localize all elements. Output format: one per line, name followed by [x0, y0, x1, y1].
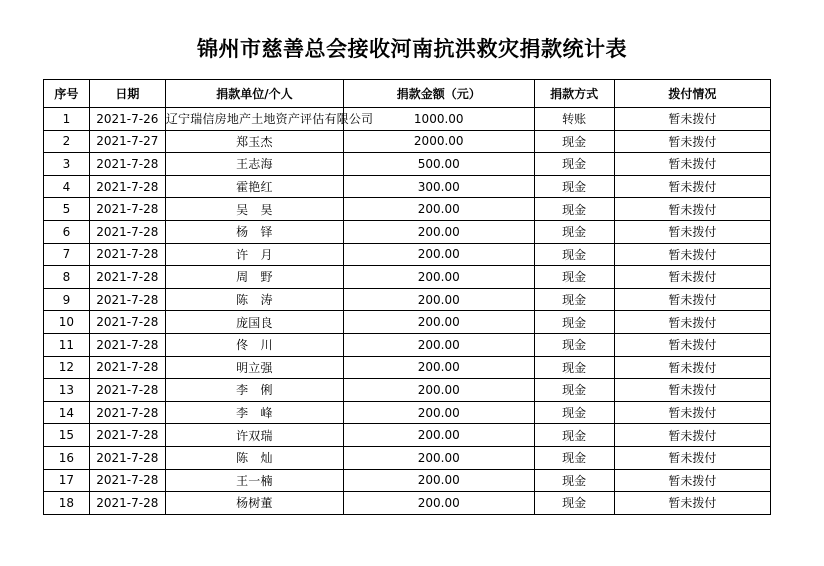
cell-amount: 200.00 — [343, 333, 534, 356]
cell-donor: 李 俐 — [165, 379, 343, 402]
donation-table — [43, 79, 771, 515]
cell-date: 2021-7-27 — [89, 130, 165, 153]
table-row — [44, 153, 771, 176]
cell-no: 14 — [44, 401, 90, 424]
cell-no: 16 — [44, 446, 90, 469]
cell-amount: 200.00 — [343, 356, 534, 379]
cell-date: 2021-7-28 — [89, 333, 165, 356]
cell-donor: 佟 川 — [165, 333, 343, 356]
cell-amount: 500.00 — [343, 153, 534, 176]
cell-status: 暂未拨付 — [614, 198, 770, 221]
cell-date: 2021-7-28 — [89, 311, 165, 334]
table-row — [44, 401, 771, 424]
cell-status: 暂未拨付 — [614, 446, 770, 469]
cell-amount: 200.00 — [343, 266, 534, 289]
cell-method: 现金 — [534, 266, 614, 289]
table-row — [44, 266, 771, 289]
cell-amount: 200.00 — [343, 311, 534, 334]
cell-donor: 许 月 — [165, 243, 343, 266]
cell-donor: 王一楠 — [165, 469, 343, 492]
cell-no: 18 — [44, 492, 90, 515]
cell-amount: 200.00 — [343, 492, 534, 515]
cell-no: 13 — [44, 379, 90, 402]
table-row — [44, 220, 771, 243]
cell-amount: 200.00 — [343, 243, 534, 266]
cell-status: 暂未拨付 — [614, 130, 770, 153]
cell-method: 现金 — [534, 469, 614, 492]
cell-date: 2021-7-28 — [89, 401, 165, 424]
cell-amount: 200.00 — [343, 288, 534, 311]
cell-no: 15 — [44, 424, 90, 447]
cell-donor: 陈 灿 — [165, 446, 343, 469]
cell-date: 2021-7-28 — [89, 243, 165, 266]
cell-amount: 200.00 — [343, 401, 534, 424]
page-title: 锦州市慈善总会接收河南抗洪救灾捐款统计表 — [197, 37, 627, 61]
cell-method: 现金 — [534, 492, 614, 515]
cell-donor: 陈 涛 — [165, 288, 343, 311]
cell-no: 2 — [44, 130, 90, 153]
cell-status: 暂未拨付 — [614, 311, 770, 334]
cell-date: 2021-7-28 — [89, 175, 165, 198]
cell-donor: 辽宁瑞信房地产土地资产评估有限公司 — [165, 108, 343, 131]
cell-date: 2021-7-28 — [89, 288, 165, 311]
cell-method: 现金 — [534, 424, 614, 447]
cell-status: 暂未拨付 — [614, 424, 770, 447]
table-row — [44, 492, 771, 515]
table-row — [44, 243, 771, 266]
cell-amount: 200.00 — [343, 198, 534, 221]
cell-donor: 杨树董 — [165, 492, 343, 515]
header-method: 捐款方式 — [534, 80, 614, 108]
cell-status: 暂未拨付 — [614, 243, 770, 266]
table-row — [44, 424, 771, 447]
cell-status: 暂未拨付 — [614, 333, 770, 356]
cell-amount: 200.00 — [343, 220, 534, 243]
cell-method: 现金 — [534, 333, 614, 356]
cell-no: 11 — [44, 333, 90, 356]
cell-donor: 王志海 — [165, 153, 343, 176]
cell-method: 现金 — [534, 446, 614, 469]
cell-status: 暂未拨付 — [614, 108, 770, 131]
cell-donor: 许双瑞 — [165, 424, 343, 447]
cell-date: 2021-7-28 — [89, 356, 165, 379]
table-row — [44, 108, 771, 131]
cell-donor: 庞国良 — [165, 311, 343, 334]
table-row — [44, 311, 771, 334]
cell-method: 转账 — [534, 108, 614, 131]
table-row — [44, 333, 771, 356]
cell-donor: 郑玉杰 — [165, 130, 343, 153]
cell-method: 现金 — [534, 198, 614, 221]
cell-donor: 杨 铎 — [165, 220, 343, 243]
header-donor: 捐款单位/个人 — [165, 80, 343, 108]
cell-method: 现金 — [534, 175, 614, 198]
cell-method: 现金 — [534, 243, 614, 266]
cell-method: 现金 — [534, 288, 614, 311]
cell-amount: 2000.00 — [343, 130, 534, 153]
cell-status: 暂未拨付 — [614, 379, 770, 402]
cell-date: 2021-7-26 — [89, 108, 165, 131]
header-date: 日期 — [89, 80, 165, 108]
cell-status: 暂未拨付 — [614, 492, 770, 515]
cell-amount: 300.00 — [343, 175, 534, 198]
table-row — [44, 469, 771, 492]
cell-no: 10 — [44, 311, 90, 334]
table-row — [44, 175, 771, 198]
cell-method: 现金 — [534, 220, 614, 243]
table-row — [44, 198, 771, 221]
cell-no: 1 — [44, 108, 90, 131]
cell-date: 2021-7-28 — [89, 198, 165, 221]
cell-date: 2021-7-28 — [89, 492, 165, 515]
cell-status: 暂未拨付 — [614, 288, 770, 311]
cell-amount: 200.00 — [343, 446, 534, 469]
table-row — [44, 379, 771, 402]
cell-donor: 吴 昊 — [165, 198, 343, 221]
header-no: 序号 — [44, 80, 90, 108]
cell-status: 暂未拨付 — [614, 401, 770, 424]
header-status: 拨付情况 — [614, 80, 770, 108]
cell-method: 现金 — [534, 153, 614, 176]
cell-status: 暂未拨付 — [614, 356, 770, 379]
cell-no: 3 — [44, 153, 90, 176]
cell-status: 暂未拨付 — [614, 220, 770, 243]
cell-date: 2021-7-28 — [89, 469, 165, 492]
cell-date: 2021-7-28 — [89, 266, 165, 289]
cell-method: 现金 — [534, 130, 614, 153]
table-header-row — [44, 80, 771, 108]
cell-date: 2021-7-28 — [89, 446, 165, 469]
cell-no: 7 — [44, 243, 90, 266]
cell-amount: 200.00 — [343, 469, 534, 492]
cell-no: 4 — [44, 175, 90, 198]
cell-status: 暂未拨付 — [614, 469, 770, 492]
cell-method: 现金 — [534, 356, 614, 379]
cell-status: 暂未拨付 — [614, 175, 770, 198]
header-amount: 捐款金额（元） — [343, 80, 534, 108]
cell-date: 2021-7-28 — [89, 220, 165, 243]
cell-method: 现金 — [534, 379, 614, 402]
cell-no: 6 — [44, 220, 90, 243]
cell-no: 5 — [44, 198, 90, 221]
cell-date: 2021-7-28 — [89, 379, 165, 402]
table-row — [44, 446, 771, 469]
cell-no: 8 — [44, 266, 90, 289]
cell-amount: 1000.00 — [343, 108, 534, 131]
cell-donor: 周 野 — [165, 266, 343, 289]
cell-status: 暂未拨付 — [614, 153, 770, 176]
table-row — [44, 288, 771, 311]
cell-donor: 明立强 — [165, 356, 343, 379]
cell-no: 17 — [44, 469, 90, 492]
cell-method: 现金 — [534, 401, 614, 424]
cell-amount: 200.00 — [343, 379, 534, 402]
cell-no: 12 — [44, 356, 90, 379]
cell-donor: 李 峰 — [165, 401, 343, 424]
table-body — [44, 108, 771, 515]
cell-no: 9 — [44, 288, 90, 311]
cell-status: 暂未拨付 — [614, 266, 770, 289]
cell-date: 2021-7-28 — [89, 153, 165, 176]
cell-method: 现金 — [534, 311, 614, 334]
table-row — [44, 130, 771, 153]
cell-amount: 200.00 — [343, 424, 534, 447]
table-row — [44, 356, 771, 379]
cell-donor: 霍艳红 — [165, 175, 343, 198]
cell-date: 2021-7-28 — [89, 424, 165, 447]
